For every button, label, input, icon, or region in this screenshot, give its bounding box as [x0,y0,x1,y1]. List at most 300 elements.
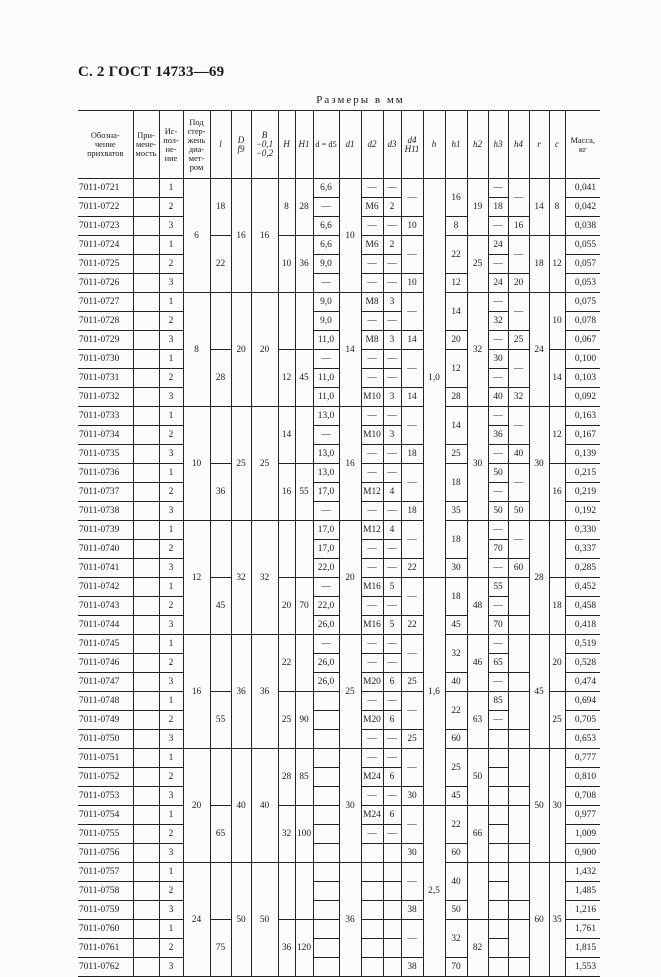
cell-d: 17,0 [313,483,339,502]
cell-d [313,863,339,882]
cell-d2: М16 [361,616,383,635]
cell-D: 25 [231,407,251,521]
cell-H: 28 [278,749,295,806]
cell-h1: 14 [445,407,467,445]
header-h4: h4 [508,111,529,179]
cell-d: 11,0 [313,331,339,350]
cell-applicability [133,502,159,521]
cell-applicability [133,331,159,350]
cell-h3: 24 [488,236,508,255]
cell-d3: 6 [383,711,401,730]
cell-applicability [133,730,159,749]
cell-h3: — [488,521,508,540]
table-row [78,749,600,768]
cell-rod-diameter: 24 [183,863,210,977]
cell-h4: 20 [508,274,529,293]
cell-H1: 120 [295,920,313,977]
cell-h4 [508,578,529,616]
cell-l [210,635,231,692]
cell-d [313,787,339,806]
cell-d: 11,0 [313,388,339,407]
cell-version: 1 [159,692,183,711]
cell-h1: 32 [445,635,467,673]
cell-D: 40 [231,749,251,863]
cell-l [210,293,231,350]
cell-applicability [133,768,159,787]
cell-d [313,711,339,730]
cell-version: 2 [159,654,183,673]
cell-mass: 0,041 [565,179,600,198]
cell-mass: 0,458 [565,597,600,616]
cell-mass: 0,055 [565,236,600,255]
header-H1: H1 [295,111,313,179]
cell-h3: — [488,635,508,654]
cell-h2: 46 [467,635,488,692]
cell-H1 [295,293,313,350]
cell-h: 1,0 [423,179,445,578]
table-row [78,179,600,198]
cell-l [210,407,231,464]
cell-mass: 0,777 [565,749,600,768]
cell-l: 45 [210,578,231,635]
cell-d3: 3 [383,388,401,407]
header-d4: d4 H11 [401,111,423,179]
cell-d [313,749,339,768]
cell-h3 [488,863,508,882]
header-c: c [549,111,565,179]
cell-h4: 25 [508,331,529,350]
cell-mass: 0,519 [565,635,600,654]
cell-mass: 1,216 [565,901,600,920]
cell-designation: 7011-0754 [78,806,133,825]
cell-c: 20 [549,635,565,692]
cell-designation: 7011-0742 [78,578,133,597]
cell-r: 14 [529,179,549,236]
cell-version: 1 [159,407,183,426]
cell-d2: — [361,179,383,198]
cell-d2: М20 [361,711,383,730]
cell-applicability [133,388,159,407]
cell-applicability [133,483,159,502]
cell-applicability [133,806,159,825]
cell-h4 [508,920,529,958]
cell-mass: 1,485 [565,882,600,901]
cell-d2: — [361,597,383,616]
cell-h2: 82 [467,920,488,977]
header-h1: h1 [445,111,467,179]
cell-H1 [295,407,313,464]
header-B: B −0,1 −0,2 [251,111,278,179]
cell-c: 12 [549,407,565,464]
table-row [78,635,600,654]
cell-d: — [313,635,339,654]
cell-h4 [508,673,529,692]
cell-r: 30 [529,407,549,521]
cell-applicability [133,654,159,673]
cell-h1: 70 [445,958,467,977]
cell-h4 [508,692,529,730]
cell-designation: 7011-0741 [78,559,133,578]
cell-h3: 18 [488,198,508,217]
cell-d2: М24 [361,768,383,787]
cell-h1: 60 [445,730,467,749]
cell-designation: 7011-0736 [78,464,133,483]
cell-h4 [508,958,529,977]
cell-d4: — [401,521,423,559]
cell-applicability [133,597,159,616]
cell-c: 18 [549,578,565,635]
cell-h2: 63 [467,692,488,749]
cell-h3: 40 [488,388,508,407]
cell-H1: 45 [295,350,313,407]
cell-version: 2 [159,711,183,730]
cell-version: 2 [159,312,183,331]
cell-h1: 18 [445,521,467,559]
cell-mass: 0,900 [565,844,600,863]
cell-h3 [488,844,508,863]
cell-d4: 10 [401,274,423,293]
cell-d3 [383,882,401,901]
cell-d3: — [383,369,401,388]
cell-applicability [133,825,159,844]
cell-h3 [488,787,508,806]
cell-applicability [133,407,159,426]
cell-h1: 45 [445,787,467,806]
cell-designation: 7011-0749 [78,711,133,730]
cell-version: 2 [159,825,183,844]
cell-mass: 0,474 [565,673,600,692]
cell-designation: 7011-0750 [78,730,133,749]
cell-d: 13,0 [313,464,339,483]
cell-d [313,958,339,977]
cell-d: — [313,578,339,597]
cell-h3: 85 [488,692,508,711]
cell-designation: 7011-0748 [78,692,133,711]
cell-h3: 55 [488,578,508,597]
cell-d [313,692,339,711]
cell-mass: 0,067 [565,331,600,350]
cell-d3 [383,863,401,882]
cell-d2: — [361,825,383,844]
cell-h1: 40 [445,863,467,901]
cell-mass: 0,694 [565,692,600,711]
cell-d3 [383,958,401,977]
cell-d2: — [361,350,383,369]
cell-applicability [133,749,159,768]
cell-h3: — [488,255,508,274]
cell-applicability [133,635,159,654]
cell-designation: 7011-0734 [78,426,133,445]
cell-applicability [133,521,159,540]
cell-mass: 0,705 [565,711,600,730]
cell-H1 [295,521,313,578]
header-mass: Масса, кг [565,111,600,179]
cell-applicability [133,901,159,920]
cell-applicability [133,179,159,198]
cell-applicability [133,445,159,464]
cell-d2 [361,958,383,977]
cell-mass: 0,285 [565,559,600,578]
cell-d3: — [383,692,401,711]
cell-h3: 65 [488,654,508,673]
cell-applicability [133,293,159,312]
cell-designation: 7011-0759 [78,901,133,920]
cell-h3: 30 [488,350,508,369]
cell-d3: — [383,635,401,654]
cell-h3 [488,806,508,825]
cell-H: 22 [278,635,295,692]
cell-B: 25 [251,407,278,521]
cell-version: 3 [159,331,183,350]
cell-mass: 0,057 [565,255,600,274]
cell-d: — [313,350,339,369]
cell-d [313,939,339,958]
cell-mass: 0,337 [565,540,600,559]
cell-d: — [313,274,339,293]
cell-version: 2 [159,198,183,217]
cell-d3: — [383,559,401,578]
cell-B: 32 [251,521,278,635]
cell-h3: — [488,711,508,730]
cell-version: 1 [159,350,183,369]
cell-d3: 3 [383,426,401,445]
cell-d4: — [401,692,423,730]
cell-d2 [361,863,383,882]
cell-mass: 0,163 [565,407,600,426]
cell-r: 45 [529,635,549,749]
dimensions-table [78,110,600,977]
cell-d3: — [383,597,401,616]
cell-d3: — [383,350,401,369]
cell-version: 3 [159,217,183,236]
cell-h3: — [488,445,508,464]
cell-d3: 3 [383,293,401,312]
cell-designation: 7011-0760 [78,920,133,939]
cell-designation: 7011-0733 [78,407,133,426]
cell-h4: 60 [508,559,529,578]
cell-designation: 7011-0729 [78,331,133,350]
header-h2: h2 [467,111,488,179]
cell-h3: — [488,331,508,350]
cell-d2: М12 [361,483,383,502]
cell-h1: 28 [445,388,467,407]
cell-d4: 38 [401,901,423,920]
cell-d: 11,0 [313,369,339,388]
cell-d3: — [383,217,401,236]
cell-H1 [295,863,313,920]
cell-applicability [133,882,159,901]
cell-h2: 32 [467,293,488,407]
cell-d [313,730,339,749]
cell-l: 36 [210,464,231,521]
cell-d3: 5 [383,616,401,635]
cell-D: 16 [231,179,251,293]
cell-d3: 4 [383,521,401,540]
cell-d4: 30 [401,787,423,806]
cell-applicability [133,274,159,293]
cell-H: 25 [278,692,295,749]
cell-d: 17,0 [313,540,339,559]
cell-version: 1 [159,635,183,654]
cell-d4: — [401,350,423,388]
cell-designation: 7011-0752 [78,768,133,787]
cell-version: 3 [159,901,183,920]
cell-h3: 32 [488,312,508,331]
cell-version: 2 [159,768,183,787]
cell-B: 20 [251,293,278,407]
cell-mass: 0,103 [565,369,600,388]
cell-h3 [488,882,508,901]
cell-version: 2 [159,540,183,559]
cell-d4: — [401,578,423,616]
cell-mass: 1,815 [565,939,600,958]
cell-version: 2 [159,939,183,958]
cell-h4: — [508,350,529,388]
cell-mass: 0,977 [565,806,600,825]
cell-d3: — [383,654,401,673]
header-H: H [278,111,295,179]
cell-l: 65 [210,806,231,863]
cell-applicability [133,939,159,958]
cell-applicability [133,312,159,331]
cell-h4: — [508,293,529,331]
cell-d4: — [401,464,423,502]
cell-mass: 0,219 [565,483,600,502]
cell-d1: 14 [339,293,361,407]
cell-d: 6,6 [313,217,339,236]
cell-designation: 7011-0747 [78,673,133,692]
cell-d4: — [401,920,423,958]
cell-h1: 18 [445,578,467,616]
cell-h4 [508,787,529,806]
cell-d [313,882,339,901]
cell-h3 [488,749,508,768]
header-d3: d3 [383,111,401,179]
cell-d4: 14 [401,388,423,407]
cell-applicability [133,787,159,806]
cell-designation: 7011-0722 [78,198,133,217]
cell-h3: — [488,217,508,236]
cell-designation: 7011-0762 [78,958,133,977]
cell-h3: — [488,407,508,426]
cell-h4 [508,863,529,901]
cell-d2: М16 [361,578,383,597]
cell-d3: — [383,179,401,198]
cell-H [278,293,295,350]
cell-applicability [133,350,159,369]
cell-designation: 7011-0728 [78,312,133,331]
cell-version: 1 [159,179,183,198]
cell-d3: — [383,312,401,331]
cell-h1: 30 [445,559,467,578]
header-D: D f9 [231,111,251,179]
cell-l [210,749,231,806]
cell-h1: 45 [445,616,467,635]
header-h: h [423,111,445,179]
cell-h3: — [488,597,508,616]
cell-mass: 0,708 [565,787,600,806]
cell-d: 9,0 [313,312,339,331]
cell-version: 3 [159,958,183,977]
cell-d3: — [383,445,401,464]
cell-h3 [488,901,508,920]
cell-h3: — [488,483,508,502]
cell-applicability [133,559,159,578]
cell-version: 2 [159,483,183,502]
cell-d: 9,0 [313,293,339,312]
cell-c: 12 [549,236,565,293]
cell-D: 50 [231,863,251,977]
cell-d: 13,0 [313,407,339,426]
header-h3: h3 [488,111,508,179]
cell-h3: — [488,559,508,578]
cell-designation: 7011-0745 [78,635,133,654]
cell-mass: 0,078 [565,312,600,331]
cell-d4: — [401,293,423,331]
cell-d3: 6 [383,673,401,692]
cell-h4: — [508,236,529,274]
cell-d2 [361,901,383,920]
cell-applicability [133,616,159,635]
cell-mass: 0,038 [565,217,600,236]
cell-h1: 8 [445,217,467,236]
cell-d4: — [401,407,423,445]
table-caption: Размеры в мм [316,94,405,106]
cell-version: 2 [159,255,183,274]
cell-d3: 3 [383,331,401,350]
cell-designation: 7011-0725 [78,255,133,274]
cell-h4: 50 [508,502,529,521]
cell-rod-diameter: 12 [183,521,210,635]
cell-h4 [508,635,529,673]
cell-version: 1 [159,806,183,825]
cell-d [313,844,339,863]
cell-l [210,521,231,578]
header-d: d = d5 [313,111,339,179]
cell-designation: 7011-0755 [78,825,133,844]
cell-d1: 25 [339,635,361,749]
cell-version: 3 [159,787,183,806]
cell-h3 [488,939,508,958]
cell-H: 14 [278,407,295,464]
header-d2: d2 [361,111,383,179]
cell-d1: 30 [339,749,361,863]
cell-version: 1 [159,920,183,939]
cell-designation: 7011-0756 [78,844,133,863]
cell-applicability [133,540,159,559]
cell-mass: 0,053 [565,274,600,293]
cell-d: — [313,502,339,521]
cell-d: 26,0 [313,616,339,635]
cell-designation: 7011-0737 [78,483,133,502]
cell-d4: — [401,236,423,274]
cell-version: 1 [159,236,183,255]
cell-d2: — [361,255,383,274]
cell-designation: 7011-0735 [78,445,133,464]
cell-d1: 16 [339,407,361,521]
cell-l [210,863,231,920]
cell-h1: 22 [445,806,467,844]
cell-mass: 0,139 [565,445,600,464]
cell-d3: — [383,407,401,426]
cell-h4 [508,749,529,787]
cell-H1: 28 [295,179,313,236]
cell-d3: 6 [383,768,401,787]
cell-d2: — [361,692,383,711]
cell-d4: 38 [401,958,423,977]
cell-l: 22 [210,236,231,293]
header-applicability: При- мене- мость [133,111,159,179]
